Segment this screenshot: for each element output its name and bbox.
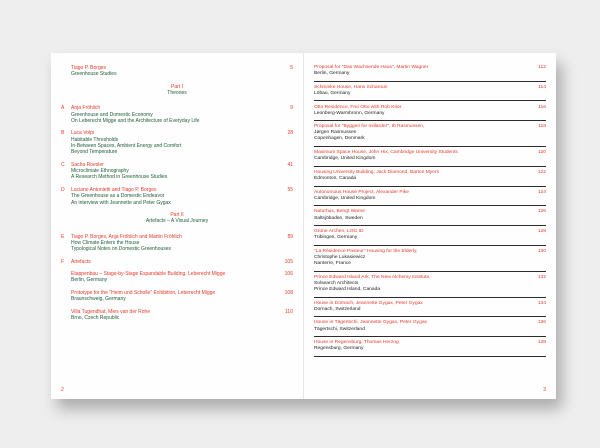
entry-page-number: 138 bbox=[537, 340, 546, 346]
entry-title: Villa Tugendhat, Mies van der Rohe bbox=[71, 308, 151, 315]
entry-letter bbox=[61, 290, 71, 303]
entry-title: Tiago P. Borges bbox=[71, 65, 107, 71]
entry-page-number: 136 bbox=[537, 320, 546, 326]
entry-page-number: 110 bbox=[285, 308, 293, 315]
entry-page-number: 130 bbox=[537, 248, 546, 254]
entry-subtitle: Christophe Lukasiewicz bbox=[314, 255, 366, 261]
entry-subtitle: Copenhagen, Denmark bbox=[314, 136, 365, 142]
toc-entry bbox=[314, 85, 546, 102]
entry-letter: C bbox=[61, 161, 65, 168]
entry-title: Artefacts bbox=[71, 258, 91, 265]
entry-page-number: 126 bbox=[537, 209, 546, 215]
page-number-left: 2 bbox=[61, 387, 64, 393]
toc-entry bbox=[314, 209, 546, 226]
entry-title: Anja Fröhlich bbox=[71, 105, 101, 112]
toc-entry bbox=[314, 124, 546, 147]
entry-subtitle: Tübingen, Germany bbox=[314, 235, 358, 241]
toc-entry bbox=[61, 187, 293, 206]
entry-page-number: 120 bbox=[537, 150, 546, 156]
entry-page-number: 105 bbox=[284, 258, 293, 265]
entry-title: Sacha Roesler bbox=[71, 161, 104, 168]
toc-entry bbox=[314, 301, 546, 318]
right-toc-list bbox=[314, 65, 546, 360]
entry-title: House in Tägertschi, Jeannette Gygax, Peter Gygax bbox=[314, 320, 427, 326]
entry-title: Naturhus, Bengt Warne bbox=[314, 209, 365, 215]
entry-title: Luciano Antonietti and Tiago P. Borges bbox=[71, 186, 157, 193]
entry-subtitle: Typological Notes on Domestic Greenhouses bbox=[71, 246, 172, 253]
entry-subtitle: In-Between Spaces, Ambient Energy and Comfort bbox=[71, 143, 182, 150]
toc-entry bbox=[314, 275, 546, 298]
entry-title: Maximum Space House, John Hix, Cambridge University Students bbox=[314, 150, 458, 156]
entry-subtitle: Prince Edward Island, Canada bbox=[314, 287, 381, 293]
toc-entry bbox=[61, 290, 293, 303]
entry-body bbox=[71, 271, 293, 284]
entry-subtitle: Leonberg-Warmbronn, Germany bbox=[314, 110, 385, 116]
entry-subtitle: Tägertschi, Switzerland bbox=[314, 326, 365, 332]
entry-page-number: 41 bbox=[287, 161, 293, 168]
part-title: Artefacts – A Visual Journey bbox=[145, 218, 209, 225]
entry-subtitle: Beyond Temperature bbox=[71, 149, 118, 156]
entry-title: Autonomous House Project, Alexander Pike bbox=[314, 189, 409, 195]
entry-page-number: 55 bbox=[287, 186, 293, 193]
book-spread bbox=[51, 53, 556, 399]
toc-entry bbox=[61, 105, 293, 124]
entry-title: Otto Residence, Frei Otto with Rob Krier bbox=[314, 104, 402, 110]
entry-page-number: 118 bbox=[538, 124, 546, 130]
entry-subtitle: Greenhouse Studies bbox=[71, 71, 117, 78]
entry-subtitle: Habitable Thresholds bbox=[71, 136, 119, 143]
entry-body bbox=[71, 309, 293, 322]
toc-entry bbox=[61, 130, 293, 155]
toc-entry bbox=[61, 271, 293, 284]
entry-subtitle: Saltsjöbaden, Sweden bbox=[314, 215, 363, 221]
part-number: Part II bbox=[170, 211, 184, 218]
entry-subtitle: Braunschweig, Germany bbox=[71, 296, 126, 303]
toc-entry bbox=[314, 340, 546, 357]
part-title: Theories bbox=[167, 90, 187, 97]
toc-entry bbox=[61, 65, 293, 78]
entry-body bbox=[71, 130, 293, 155]
toc-entry bbox=[314, 150, 546, 167]
toc-entry bbox=[314, 65, 546, 82]
entry-body bbox=[71, 290, 293, 303]
entry-title: Schminke House, Hans Scharoun bbox=[314, 84, 388, 90]
entry-title: Luca Volpi bbox=[71, 130, 95, 137]
entry-title: "La Résidence Pasteur" Housing for the Elderly, bbox=[314, 248, 418, 254]
toc-entry bbox=[314, 229, 546, 246]
entry-page-number: 106 bbox=[284, 271, 293, 278]
entry-letter bbox=[61, 309, 71, 322]
entry-subtitle: How Climate Enters the House bbox=[71, 239, 140, 246]
entry-page-number: 108 bbox=[284, 289, 293, 296]
entry-page-number: 134 bbox=[537, 300, 546, 306]
entry-subtitle: On Leberecht Migge and the Architecture of Everyday Life bbox=[71, 117, 200, 124]
entry-subtitle: Edmonton, Canada bbox=[314, 176, 357, 182]
entry-title: Proposal for "Byggeri for millarder", Ib Rasmussen, bbox=[314, 124, 425, 130]
entry-title: Etappenbau – Stage-by-Stage Expandable Building, Leberecht Migge bbox=[71, 271, 226, 278]
entry-page-number: 132 bbox=[537, 274, 546, 280]
part-heading bbox=[61, 212, 293, 225]
entry-body bbox=[71, 259, 293, 265]
entry-subtitle: Dornach, Switzerland bbox=[314, 306, 361, 312]
entry-subtitle: Brno, Czech Republic bbox=[71, 315, 120, 321]
entry-page-number: 114 bbox=[538, 84, 546, 90]
entry-letter bbox=[61, 271, 71, 284]
entry-subtitle: Nanterre, France bbox=[314, 261, 351, 267]
entry-page-number: 9 bbox=[290, 105, 293, 112]
entry-body bbox=[71, 105, 293, 124]
entry-body bbox=[71, 162, 293, 181]
toc-entry bbox=[314, 190, 546, 207]
entry-body bbox=[71, 187, 293, 206]
right-page bbox=[304, 53, 556, 399]
entry-subtitle: Berlin, Germany bbox=[71, 277, 108, 284]
page-number-right: 3 bbox=[543, 387, 546, 393]
toc-entry bbox=[314, 320, 546, 337]
part-number: Part I bbox=[171, 83, 183, 90]
entry-subtitle: Regensburg, Germany bbox=[314, 346, 364, 352]
entry-subtitle: An interview with Jeannette and Peter Gygax bbox=[71, 199, 171, 206]
entry-subtitle: The Greenhouse as a Domestic Endeavor bbox=[71, 193, 165, 200]
entry-title: Prince Edward Island Ark, The New Alchemy Institute, bbox=[314, 274, 431, 280]
left-toc-list bbox=[61, 65, 293, 327]
entry-title: House in Dornach, Jeannette Gygax, Peter Gygax bbox=[314, 300, 423, 306]
entry-subtitle: Greenhouse and Domestic Economy bbox=[71, 111, 153, 118]
entry-title: Grüne Archen, LOG ID bbox=[314, 229, 364, 235]
toc-entry bbox=[61, 162, 293, 181]
entry-letter: F bbox=[61, 258, 65, 265]
entry-page-number: 28 bbox=[287, 130, 293, 137]
entry-title: House in Regensburg, Thomas Herzog bbox=[314, 340, 399, 346]
entry-letter: A bbox=[61, 105, 65, 112]
entry-subtitle: Löbau, Germany bbox=[314, 90, 351, 96]
entry-headline bbox=[71, 259, 293, 265]
entry-subtitle: Cambridge, United Kingdom bbox=[314, 156, 376, 162]
entry-title: Housing University Building, Jack Diamond, Barton Myers bbox=[314, 169, 440, 175]
toc-entry bbox=[61, 309, 293, 322]
entry-letter: E bbox=[61, 233, 65, 240]
entry-page-number: 116 bbox=[538, 104, 546, 110]
entry-page-number: 128 bbox=[537, 229, 546, 235]
entry-page-number: 5 bbox=[290, 65, 293, 71]
entry-subtitle: Jørgen Rasmussen bbox=[314, 130, 357, 136]
entry-title: Tiago P. Borges, Anja Fröhlich and Martin Fröhlich bbox=[71, 233, 182, 240]
entry-page-number: 124 bbox=[537, 189, 546, 195]
entry-title: Prototype for the "Heim und Scholle" Exhibition, Leberecht Migge bbox=[71, 289, 216, 296]
entry-subtitle: Berlin, Germany bbox=[314, 71, 350, 77]
entry-page-number: 122 bbox=[537, 169, 546, 175]
part-heading bbox=[61, 84, 293, 97]
entry-letter bbox=[61, 65, 71, 78]
entry-letter: D bbox=[61, 186, 65, 193]
entry-subtitle: Cambridge, United Kingdom bbox=[314, 195, 376, 201]
entry-page-number: 89 bbox=[287, 233, 293, 240]
left-page bbox=[51, 53, 304, 399]
toc-entry bbox=[314, 170, 546, 187]
entry-title: Proposal for "Das Wachsende Haus", Martin Wagner bbox=[314, 65, 429, 70]
entry-letter: B bbox=[61, 130, 65, 137]
toc-entry bbox=[314, 249, 546, 272]
toc-entry bbox=[314, 105, 546, 122]
toc-entry bbox=[61, 259, 293, 265]
toc-entry bbox=[61, 234, 293, 253]
entry-body bbox=[71, 65, 293, 78]
entry-subtitle: Solsearch Architects bbox=[314, 280, 359, 286]
entry-body bbox=[71, 234, 293, 253]
entry-subtitle: A Research Method in Greenhouse Studies bbox=[71, 174, 168, 181]
entry-subtitle: Microclimate Ethnography bbox=[71, 168, 129, 175]
entry-page-number: 112 bbox=[538, 65, 546, 70]
